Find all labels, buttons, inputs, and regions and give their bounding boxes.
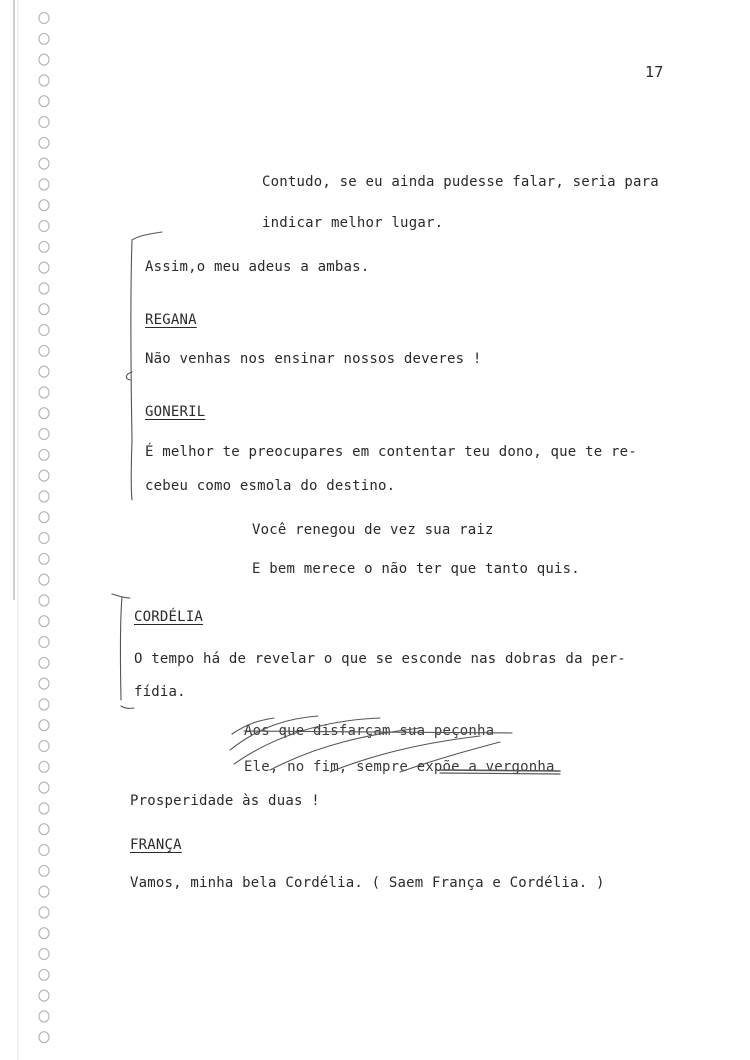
text-line: Não venhas nos ensinar nossos deveres ! — [145, 351, 482, 367]
text-line: É melhor te preocupares em contentar teu dono, que te re- — [145, 444, 637, 460]
text-line: cebeu como esmola do destino. — [145, 478, 396, 494]
text-line: Vamos, minha bela Cordélia. ( Saem França e Cordélia. ) — [130, 875, 605, 891]
text-line: fídia. — [134, 684, 186, 700]
text-line: O tempo há de revelar o que se esconde nas dobras da per- — [134, 651, 626, 667]
page-number: 17 — [645, 63, 664, 81]
text-line: indicar melhor lugar. — [262, 215, 444, 231]
speaker-regana: REGANA — [145, 312, 197, 328]
speaker-cordelia: CORDÉLIA — [134, 609, 204, 625]
struck-verse-line: Aos que disfarçam sua peçonha — [244, 723, 495, 739]
verse-line: Você renegou de vez sua raiz — [252, 522, 494, 538]
text-line: Assim,o meu adeus a ambas. — [145, 259, 370, 275]
verse-line: E bem merece o não ter que tanto quis. — [252, 561, 580, 577]
speaker-goneril: GONERIL — [145, 404, 206, 420]
struck-verse-line: Ele, no fim, sempre expõe a vergonha — [244, 759, 555, 775]
speaker-franca: FRANÇA — [130, 837, 182, 853]
text-line: Contudo, se eu ainda pudesse falar, seria para — [262, 174, 659, 190]
text-line: Prosperidade às duas ! — [130, 793, 320, 809]
